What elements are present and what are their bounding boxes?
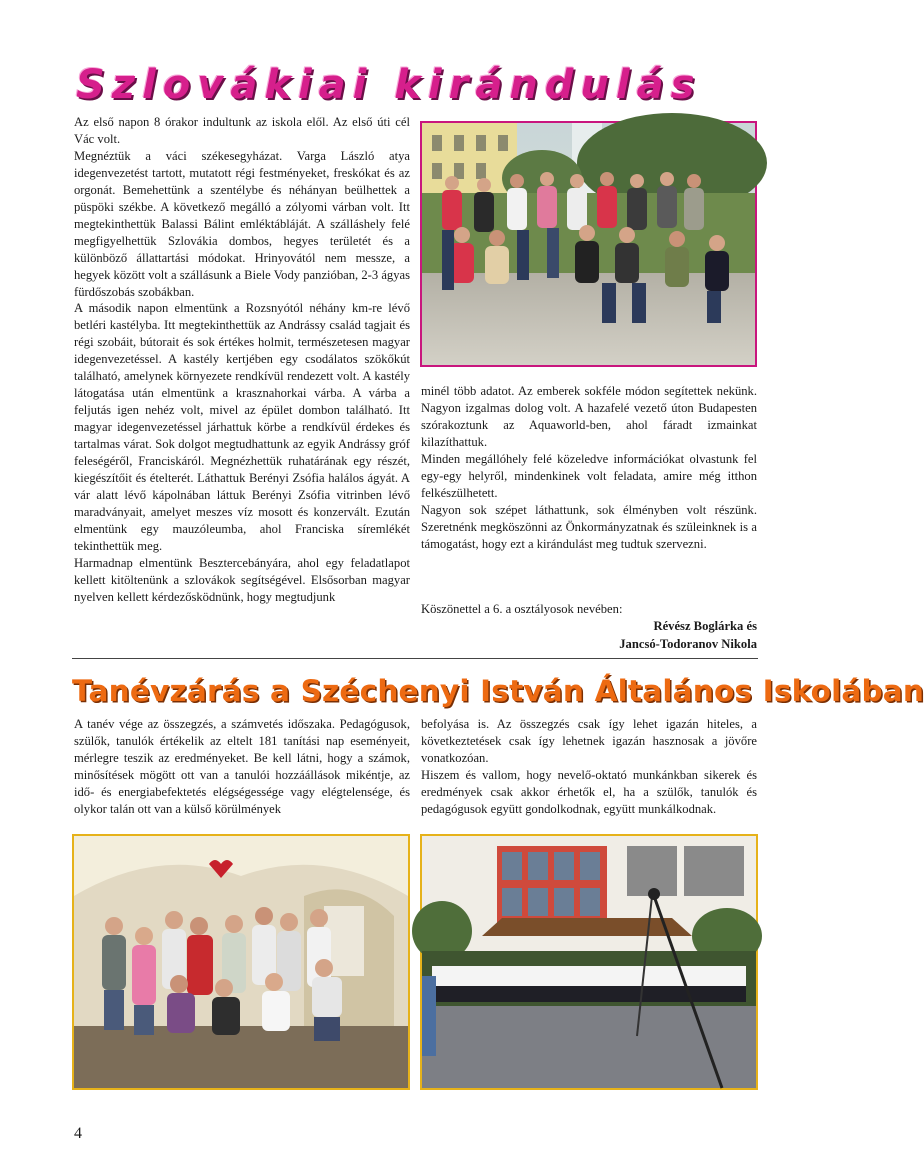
article-title: Tanévzárás a Széchenyi István Általános Iskolában bbox=[72, 674, 924, 708]
signature-block bbox=[421, 618, 757, 654]
thanks-line bbox=[421, 601, 757, 618]
paragraph: A tanév vége az összegzés, a számvetés időszaka. Pedagógusok, szülők, tanulók értékelik az eltelt 181 tanítási nap eseményeit, mérlegre teszik az eredményeket. Be kell látni, hogy a számok, minősítések mögött ott van a tanulói hozzáállások mikéntje, az idő- és energiabefektetés elégségessége vagy elégtelensége, és olykor talán ott van a külső körülmények bbox=[74, 717, 410, 816]
paragraph: minél több adatot. Az emberek sokféle módon segítettek nekünk. Nagyon izgalmas dolog volt. A hazafelé vezető úton Budapesten szórakoztunk az Aquaworld-ben, ahol fáradt izmainkat kilazíthattuk. bbox=[421, 384, 757, 449]
school-ceremony-photo bbox=[420, 834, 758, 1090]
paragraph: Minden megállóhely felé közeledve információkat olvastunk fel egy-egy helyről, mindenkinek volt feladata, amire még itthon felkészülhetett. bbox=[421, 451, 757, 500]
page-number: 4 bbox=[74, 1125, 82, 1142]
castle-interior-group-photo bbox=[72, 834, 410, 1090]
paragraph: Megnéztük a váci székesegyházat. Varga László atya idegenvezetést tartott, mutatott régi festményeket, freskókat és az orgonát. Bemehettünk a szentélybe és néhányan beülhettek a püspöki székbe. A következő megálló a zólyomi várban volt. Itt megtekinthettük Balassi Bálint emléktábláját. A szálláshely felé megfigyelhettük Szlovákia dombos, hegyes területét és a különböző állattartási módokat. Hrinyovától nem messze, a hegyek között volt a szállásunk a Biele Vody panzióban, 2-3 ágyas fürdőszobás szobákban. bbox=[74, 148, 410, 299]
paragraph: A második napon elmentünk a Rozsnyótól néhány km-re lévő betléri kastélyba. Itt megtekinthettük az Andrássy család tagjait és régi szobáit, bútorait és sok értékes holmit, természetesen magyar idegenvezetéssel. A kastély kertjében egy csodálatos szökőkút található, amelynek környezete rendkívül rendezett volt. A kastély látogatása után elmentünk a krasznahorkai várba. A várba a feljutás igen nehéz volt, mivel az épület dombon található. Itt magyar idegenvezetéssel járhattuk körbe a rendkívül érdekes és tartalmas várat. Sok dolgot megtudhattunk az egyik Andrássy gróf feleségéről, Franciskáról. Megnézhettük ruhatárának egy részét, kiegészítőit és ételterét. Láthattuk Berényi Zsófia halálos ágyát. A vár alatt lévő kápolnában láttuk Berényi Zsófia vitrinben lévő maradványait, amelyet meszes víz mosott és konzervált. Ezután elmentünk egy mauzóleumba, ahol Franciska síremlékét tekinthettük meg. bbox=[74, 301, 410, 553]
thanks-text: Köszönettel a 6. a osztályosok nevében: bbox=[421, 602, 623, 616]
paragraph: Nagyon sok szépet láthattunk, sok élményben volt részünk. Szeretnénk megköszönni az Önkormányzatnak és szüleinknek is a támogatást, hogy ezt a kirándulást meg tudtuk szervezni. bbox=[421, 502, 757, 551]
signature-name: Révész Boglárka és bbox=[653, 619, 757, 633]
article-column-right bbox=[421, 716, 757, 818]
class-group-photo bbox=[420, 121, 757, 367]
paragraph: Harmadnap elmentünk Besztercebányára, ahol egy feladatlapot kellett kitöltenünk a szlovákok segítségével. Elsősorban magyar nyelven kellett kérdezősködnünk, hogy megtudjunk bbox=[74, 555, 410, 604]
section-divider bbox=[72, 658, 758, 659]
paragraph: Az első napon 8 órakor indultunk az iskola elől. Az első úti cél Vác volt. bbox=[74, 115, 410, 146]
paragraph: befolyása is. Az összegzés csak így lehet igazán hiteles, a következtetések csak így lehetnek igazán hasznosak a jövőre vonatkozóan. bbox=[421, 717, 757, 765]
article-column-left bbox=[74, 114, 410, 606]
signature-name: Jancsó-Todoranov Nikola bbox=[619, 637, 757, 651]
article-column-left bbox=[74, 716, 410, 818]
article-column-right bbox=[421, 383, 757, 553]
paragraph: Hiszem és vallom, hogy nevelő-oktató munkánkban sikerek és eredmények csak akkor érhetők el, ha a szülők, tanulók és pedagógusok együtt gondolkodnak, együtt munkálkodnak. bbox=[421, 767, 757, 816]
article-title: Szlovákiai kirándulás bbox=[76, 62, 702, 108]
